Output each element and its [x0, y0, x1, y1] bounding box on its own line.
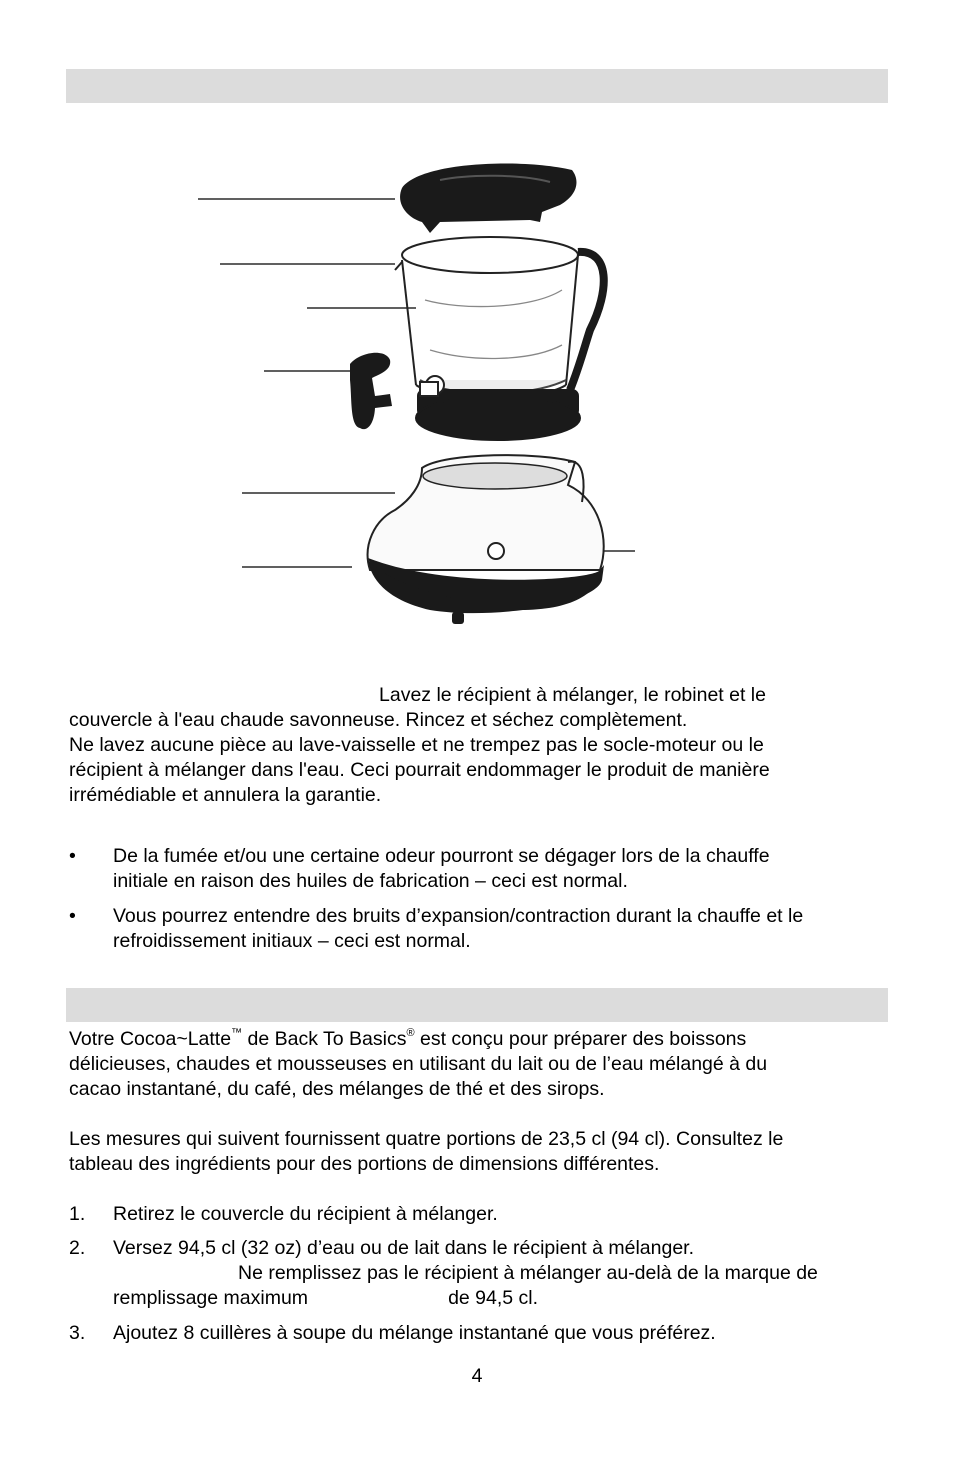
lid-icon [400, 164, 576, 233]
page-number: 4 [471, 1365, 483, 1387]
mixing-container-icon [395, 237, 604, 440]
cleaning-line-4: récipient à mélanger dans l'eau. Ceci pourrait endommager le produit de manière [69, 759, 770, 781]
step-number: 3. [69, 1322, 86, 1344]
step-text: Ajoutez 8 cuillères à soupe du mélange instantané que vous préférez. [113, 1322, 716, 1344]
cleaning-line-1: Lavez le récipient à mélanger, le robinet et le [379, 684, 766, 706]
bullet-text: initiale en raison des huiles de fabrication – ceci est normal. [113, 870, 628, 892]
intro-paragraph [69, 1027, 889, 1102]
section-header-bar-top [66, 69, 888, 103]
cleaning-line-5: irrémédiable et annulera la garantie. [69, 784, 382, 806]
step-number: 1. [69, 1203, 86, 1225]
base-icon [368, 455, 604, 624]
step-text: Retirez le couvercle du récipient à mélanger. [113, 1203, 498, 1225]
step-text: remplissage maximum de 94,5 cl. [113, 1287, 539, 1309]
measures-paragraph [69, 1127, 889, 1177]
trademark-symbol: ™ [231, 1026, 243, 1039]
bullet-marker: • [69, 905, 76, 927]
measures-line-1: Les mesures qui suivent fournissent quatre portions de 23,5 cl (94 cl). Consultez le [69, 1128, 784, 1150]
section-header-bar-middle [66, 988, 888, 1022]
cleaning-paragraph [69, 683, 889, 808]
cleaning-line-2: couvercle à l'eau chaude savonneuse. Rincez et séchez complètement. [69, 709, 688, 731]
measures-line-2: tableau des ingrédients pour des portions de dimensions différentes. [69, 1153, 660, 1175]
cleaning-line-3: Ne lavez aucune pièce au lave-vaisselle et ne trempez pas le socle-moteur ou le [69, 734, 764, 756]
intro-line-3: cacao instantané, du café, des mélanges de thé et des sirops. [69, 1078, 605, 1100]
bullet-text: De la fumée et/ou une certaine odeur pourront se dégager lors de la chauffe [113, 845, 770, 867]
bullet-text: Vous pourrez entendre des bruits d’expansion/contraction durant la chauffe et le [113, 905, 804, 927]
bullet-text: refroidissement initiaux – ceci est normal. [113, 930, 471, 952]
registered-symbol: ® [406, 1026, 415, 1039]
step-number: 2. [69, 1237, 86, 1259]
bullet-marker: • [69, 845, 76, 867]
step-text: Ne remplissez pas le récipient à mélanger au-delà de la marque de [238, 1262, 818, 1284]
intro-line-2: délicieuses, chaudes et mousseuses en utilisant du lait ou de l’eau mélangé à du [69, 1053, 768, 1075]
cocoa-latte-exploded-diagram [190, 140, 660, 640]
step-text: Versez 94,5 cl (32 oz) d’eau ou de lait dans le récipient à mélanger. [113, 1237, 695, 1259]
intro-line-1: Votre Cocoa~Latte™ de Back To Basics® est conçu pour préparer des boissons [69, 1026, 747, 1050]
